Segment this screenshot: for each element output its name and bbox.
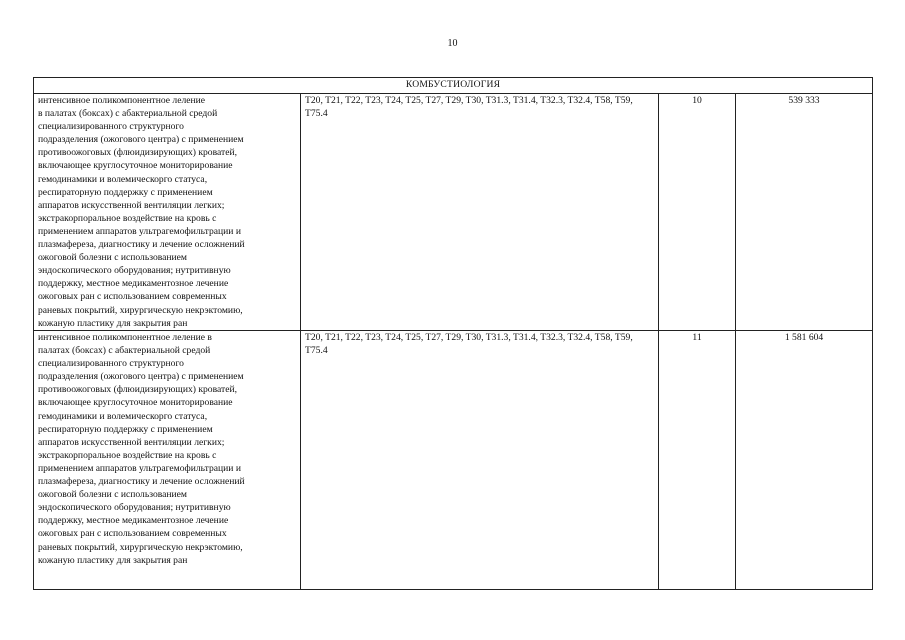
description-line: в палатах (боксах) с абактериальной средой xyxy=(38,108,218,120)
description-line: гемодинамики и волемическорго статуса, xyxy=(38,410,208,422)
description-line: плазмафереза, диагностику и лечение осложнений xyxy=(38,239,245,251)
description-line: применением аппаратов ультрагемофильтрации и xyxy=(38,462,241,474)
price-cell: 539 333 xyxy=(736,94,873,331)
description-line: респираторную поддержку с применением xyxy=(38,186,213,198)
description-line: включающее круглосуточное мониторирование xyxy=(38,160,233,172)
group-number-cell: 10 xyxy=(659,94,736,331)
description-line: экстракорпоральное воздействие на кровь с xyxy=(38,449,217,461)
description-line: раневых покрытий, хирургическую некрэктомию, xyxy=(38,541,243,553)
description-line: гемодинамики и волемическорго статуса, xyxy=(38,173,208,185)
description-line: включающее круглосуточное мониторирование xyxy=(38,397,233,409)
description-cell xyxy=(34,94,301,331)
description-line: раневых покрытий, хирургическую некрэктомию, xyxy=(38,304,243,316)
description-line: применением аппаратов ультрагемофильтрации и xyxy=(38,225,241,237)
description-line: респираторную поддержку с применением xyxy=(38,423,213,435)
description-line: палатах (боксах) с абактериальной средой xyxy=(38,345,211,357)
description-line: противоожоговых (флюидизирующих) кроватей, xyxy=(38,147,237,159)
description-line: эндоскопического оборудования; нутритивную xyxy=(38,502,231,514)
table-row xyxy=(34,94,873,331)
description-line: кожаную пластику для закрытия ран xyxy=(38,554,188,566)
description-line: аппаратов искусственной вентиляции легких; xyxy=(38,436,225,448)
description-line: интенсивное поликомпонентное леление xyxy=(38,95,206,106)
section-title: КОМБУСТИОЛОГИЯ xyxy=(34,78,873,94)
description-line: поддержку, местное медикаментозное лечение xyxy=(38,515,229,527)
description-cell xyxy=(34,331,301,590)
description-line: ожоговой болезни с использованием xyxy=(38,252,188,264)
description-line: плазмафереза, диагностику и лечение осложнений xyxy=(38,476,245,488)
description-line: ожоговой болезни с использованием xyxy=(38,489,188,501)
description-line: специализированного структурного xyxy=(38,121,184,133)
table-row xyxy=(34,331,873,590)
description-line: специализированного структурного xyxy=(38,358,184,370)
description-line: подразделения (ожогового центра) с применением xyxy=(38,134,244,146)
description-line: подразделения (ожогового центра) с применением xyxy=(38,371,244,383)
diagnosis-codes-cell: T20, T21, T22, T23, T24, T25, T27, T29, T30, T31.3, T31.4, T32.3, T32.4, T58, T59, T75.4 xyxy=(301,331,659,590)
description-line: кожаную пластику для закрытия ран xyxy=(38,317,188,329)
group-number-cell: 11 xyxy=(659,331,736,590)
description-line: интенсивное поликомпонентное леление в xyxy=(38,332,212,343)
description-line: ожоговых ран с использованием современных xyxy=(38,528,227,540)
price-cell: 1 581 604 xyxy=(736,331,873,590)
description-line: аппаратов искусственной вентиляции легких; xyxy=(38,199,225,211)
description-line: противоожоговых (флюидизирующих) кроватей, xyxy=(38,384,237,396)
section-header-row xyxy=(34,78,873,94)
description-line: поддержку, местное медикаментозное лечение xyxy=(38,278,229,290)
page-number: 10 xyxy=(447,38,458,49)
tariff-table xyxy=(33,77,873,590)
description-line: ожоговых ран с использованием современных xyxy=(38,291,227,303)
diagnosis-codes-cell: T20, T21, T22, T23, T24, T25, T27, T29, T30, T31.3, T31.4, T32.3, T32.4, T58, T59, T75.4 xyxy=(301,94,659,331)
description-line: экстракорпоральное воздействие на кровь с xyxy=(38,212,217,224)
description-line: эндоскопического оборудования; нутритивную xyxy=(38,265,231,277)
